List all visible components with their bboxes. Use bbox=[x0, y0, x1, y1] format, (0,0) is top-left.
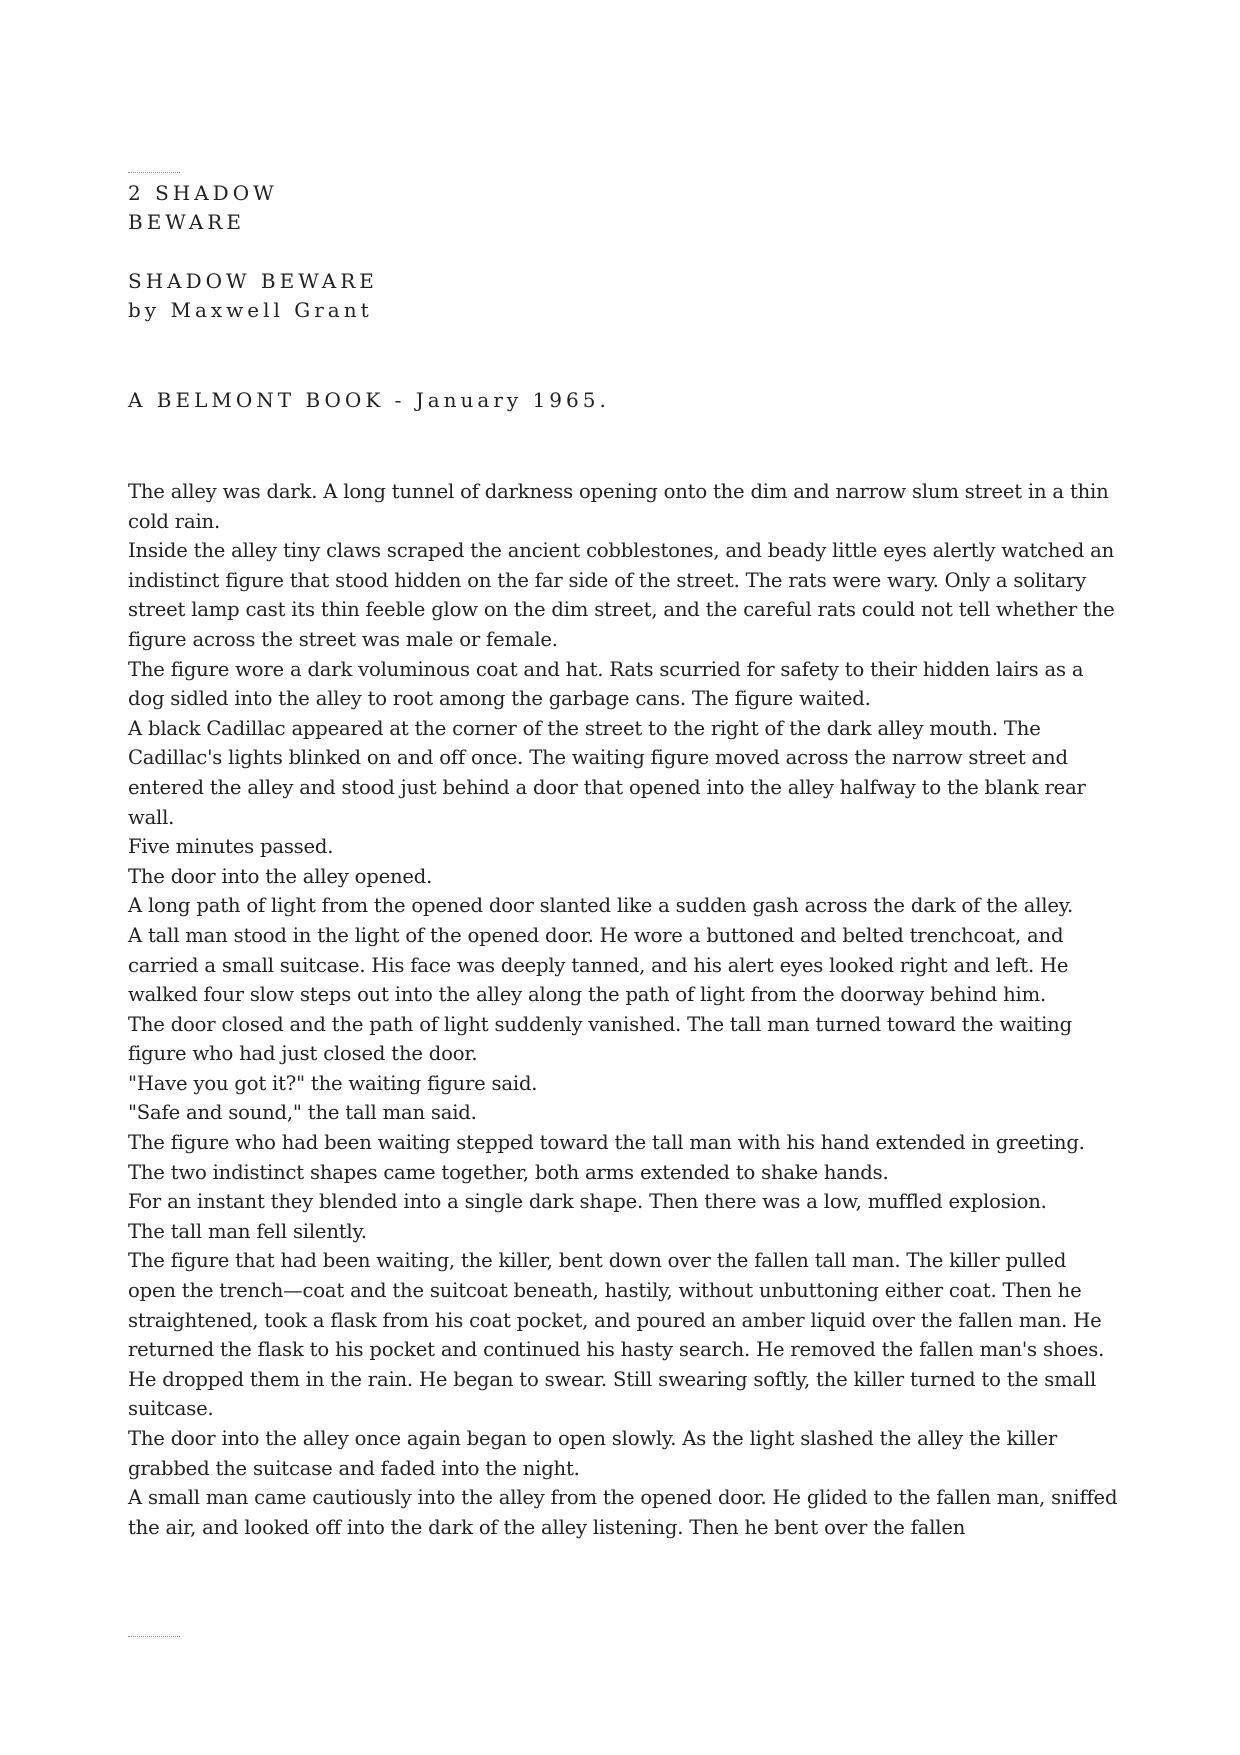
paragraph: The figure wore a dark voluminous coat and hat. Rats scurried for safety to their hidden lairs as a dog sidled into the alley to root among the garbage cans. The figure waited. bbox=[128, 657, 1084, 711]
book-title: SHADOW BEWARE bbox=[128, 269, 378, 293]
paragraph: The door closed and the path of light suddenly vanished. The tall man turned toward the waiting figure who had just closed the door. bbox=[128, 1012, 1072, 1066]
paragraph: "Have you got it?" the waiting figure said. bbox=[128, 1071, 538, 1095]
byline: by Maxwell Grant bbox=[128, 298, 373, 322]
paragraph: The figure that had been waiting, the killer, bent down over the fallen tall man. The killer pulled open the trench—coat and the suitcoat beneath, hastily, without unbuttoning either coat. Then he straightened, took a flask from his coat pocket, and poured an amber liquid over the fallen man. He returned the flask to his pocket and continued his hasty search. He removed the fallen man's shoes. He dropped them in the rain. He began to swear. Still swearing softly, the killer turned to the small suitcase. bbox=[128, 1249, 1105, 1421]
story-body bbox=[128, 477, 1118, 1542]
paragraph: "Safe and sound," the tall man said. bbox=[128, 1101, 477, 1125]
paragraph: For an instant they blended into a single dark shape. Then there was a low, muffled explosion. bbox=[128, 1190, 1047, 1214]
series-line-2: BEWARE bbox=[128, 210, 245, 234]
paragraph: A long path of light from the opened door slanted like a sudden gash across the dark of the alley. bbox=[128, 894, 1074, 918]
paragraph: Five minutes passed. bbox=[128, 835, 334, 859]
paragraph: A tall man stood in the light of the opened door. He wore a buttoned and belted trenchcoat, and carried a small suitcase. His face was deeply tanned, and his alert eyes looked right and left. He walked four slow steps out into the alley along the path of light from the doorway behind him. bbox=[128, 923, 1069, 1007]
page-separator-mark bbox=[128, 172, 180, 175]
series-line-1: 2 SHADOW bbox=[128, 181, 278, 205]
paragraph: The door into the alley opened. bbox=[128, 864, 433, 888]
paragraph: The door into the alley once again began to open slowly. As the light slashed the alley the killer grabbed the suitcase and faded into the night. bbox=[128, 1427, 1058, 1480]
paragraph: A small man came cautiously into the alley from the opened door. He glided to the fallen man, sniffed the air, and looked off into the dark of the alley listening. Then he bent over the fallen bbox=[128, 1486, 1118, 1539]
paragraph: The alley was dark. A long tunnel of darkness opening onto the dim and narrow slum street in a thin cold rain. bbox=[128, 480, 1109, 533]
page-separator-mark bbox=[128, 1636, 180, 1639]
paragraph: The tall man fell silently. bbox=[128, 1219, 367, 1243]
paragraph: The figure who had been waiting stepped toward the tall man with his hand extended in greeting. The two indistinct shapes came together, both arms extended to shake hands. bbox=[128, 1131, 1085, 1184]
paragraph: A black Cadillac appeared at the corner of the street to the right of the dark alley mouth. The Cadillac's lights blinked on and off once. The waiting figure moved across the narrow street and entered the alley and stood just behind a door that opened into the alley halfway to the blank rear wall. bbox=[128, 716, 1086, 829]
publisher-line: A BELMONT BOOK - January 1965. bbox=[128, 388, 610, 412]
paragraph: Inside the alley tiny claws scraped the ancient cobblestones, and beady little eyes alertly watched an indistinct figure that stood hidden on the far side of the street. The rats were wary. Only a solitary street lamp cast its thin feeble glow on the dim street, and the careful rats could not tell whether the figure across the street was male or female. bbox=[128, 539, 1115, 651]
